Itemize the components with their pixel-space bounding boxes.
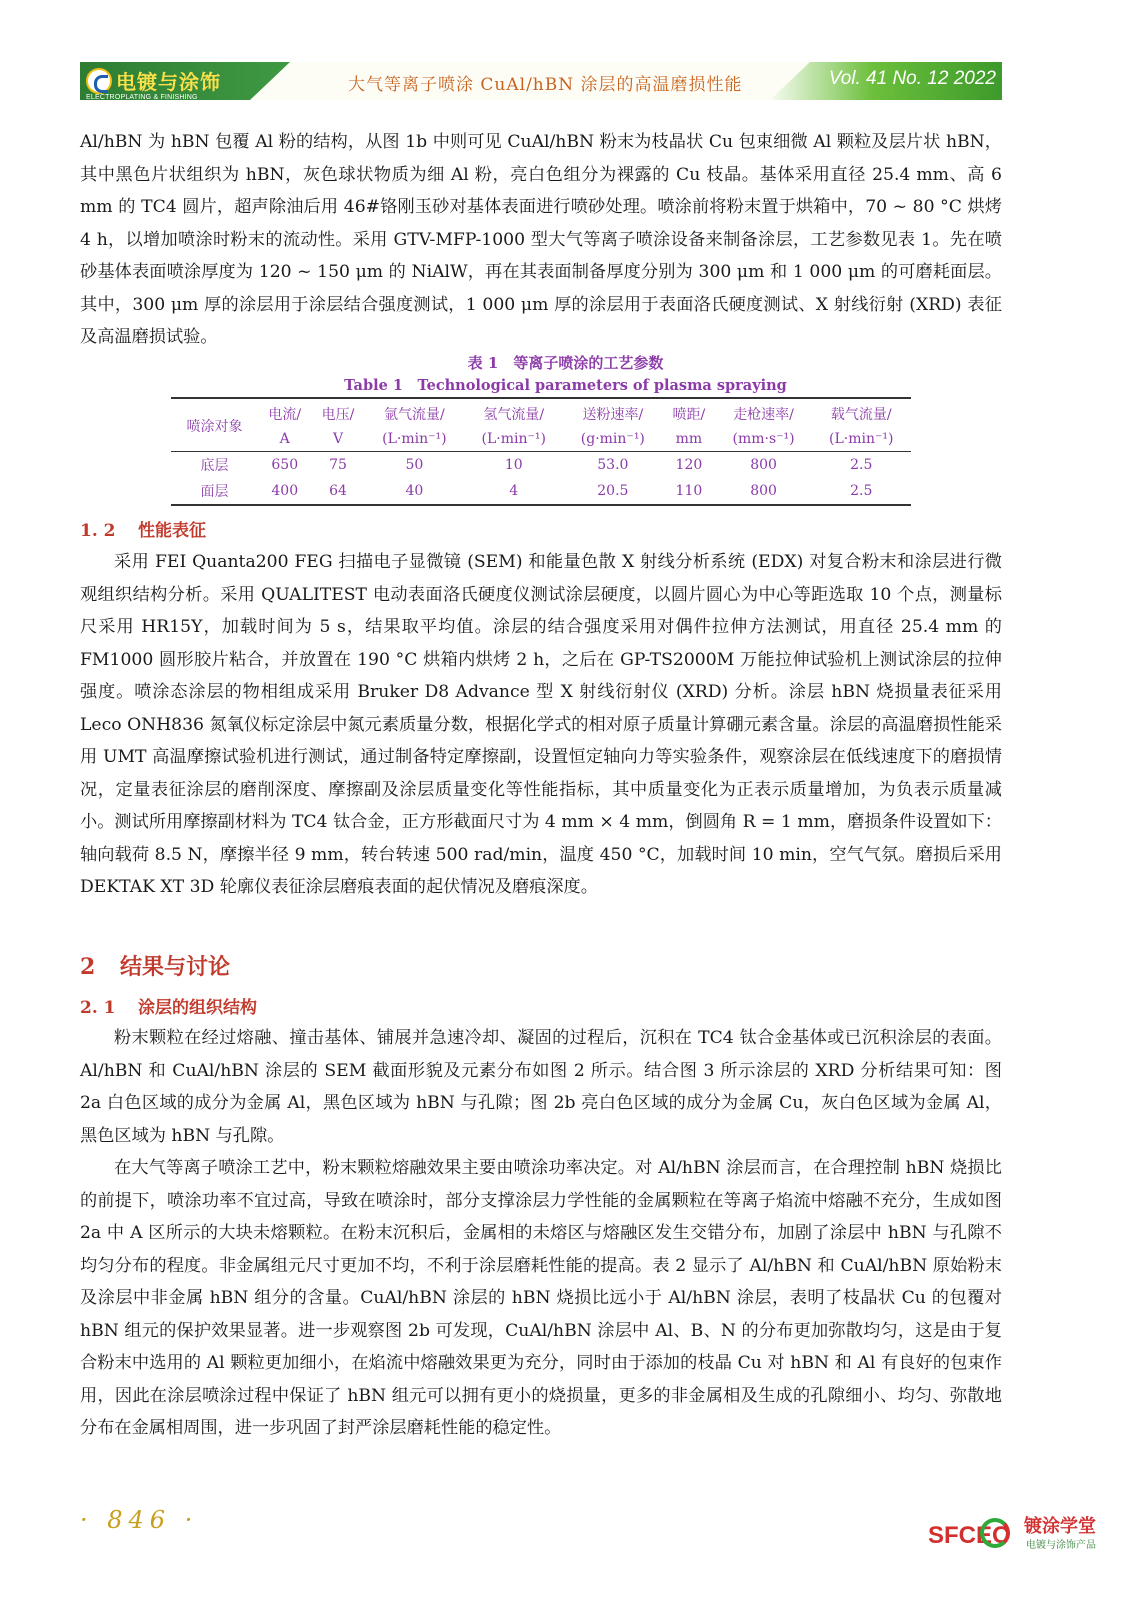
table-header-unit: V [332,431,344,447]
table-header-unit: A [279,431,290,447]
table-header-row [171,398,911,427]
logo-emblem-icon [86,68,112,94]
table-cell: 650 [271,457,299,473]
table-header-cell: 载气流量/ [830,407,892,423]
table-header-unit-row [171,427,911,452]
table-header-cell: 电流/ [268,407,302,423]
table-cell: 400 [271,483,299,499]
watermark-logo [928,1512,1108,1558]
section-number: 2. 1 [80,998,116,1018]
table-header-unit: (g·min⁻¹) [580,431,645,447]
table-cell: 50 [405,457,424,473]
table-cell: 面层 [200,484,229,500]
table-cell: 110 [675,483,703,499]
watermark-brand: SFCEO [928,1522,1011,1549]
section-title: 结果与讨论 [120,954,231,980]
watermark-chinese: 镀涂学堂 [1024,1516,1096,1537]
section-number: 1. 2 [80,521,116,541]
table-header-unit: (mm·s⁻¹) [732,431,795,447]
table-caption-cn: 表 1 等离子喷涂的工艺参数 [467,354,664,372]
table-cell: 800 [750,483,777,499]
section-heading-2-1 [80,993,257,1018]
table-header-cell: 氩气流量/ [384,407,445,423]
running-title: 大气等离子喷涂 CuAl/hBN 涂层的高温磨损性能 [348,75,743,95]
watermark-subtitle: 电镀与涂饰产品 [1026,1540,1096,1551]
paragraph-characterization: 采用 FEI Quanta200 FEG 扫描电子显微镜 (SEM) 和能量色散 X 射线分析系统 (EDX) 对复合粉末和涂层进行微观组织结构分析。采用 QUALITEST 电动表面洛氏硬度仪测试涂层硬度，以圆片圆心为中心等距选取 10 个点，测量标尺采用 HR15Y，加载时间为 5 s，结果取平均值。涂层的结合强度采用对偶件拉伸方法测试，用直径 25.4 mm 的 FM1000 圆形胶片粘合，并放置在 190 °C 烘箱内烘烤 2 h，之后在 GP-TS2000M 万能拉伸试验机上测试涂层的拉伸强度。喷涂态涂层的物相组成采用 Bruker D8 Advance 型 X 射线衍射仪 (XRD) 分析。涂层 hBN 烧损量表征采用 Leco ONH836 氮氧仪标定涂层中氮元素质量分数，根据化学式的相对原子质量计算硼元素含量。涂层的高温磨损性能采用 UMT 高温摩擦试验机进行测试，通过制备特定摩擦副，设置恒定轴向力等实验条件，观察涂层在低线速度下的磨损情况，定量表征涂层的磨削深度、摩擦副及涂层质量变化等性能指标，其中质量变化为正表示质量增加，为负表示质量减小。测试所用摩擦副材料为 TC4 钛合金，正方形截面尺寸为 4 mm × 4 mm，倒圆角 R = 1 mm，磨损条件设置如下：轴向载荷 8.5 N，摩擦半径 9 mm，转台转速 500 rad/min，温度 450 °C，加载时间 10 min，空气气氛。磨损后采用 DEKTAK XT 3D 轮廓仪表征涂层磨痕表面的起伏情况及磨痕深度。 [80,552,1002,897]
table-cell: 2.5 [850,457,873,473]
section-heading-2 [80,950,230,981]
section-title: 性能表征 [138,521,206,541]
logo-chinese-name: 电镀与涂饰 [116,70,221,94]
table-header-cell: 电压/ [321,407,355,423]
table-cell: 2.5 [850,483,873,499]
paragraph-microstructure: 粉末颗粒在经过熔融、撞击基体、铺展并急速冷却、凝固的过程后，沉积在 TC4 钛合金基体或已沉积涂层的表面。Al/hBN 和 CuAl/hBN 涂层的 SEM 截面形貌及元素分布如图 2 所示。结合图 3 所示涂层的 XRD 分析结果可知：图 2a 白色区域的成分为金属 Al，黑色区域为 hBN 与孔隙；图 2b 亮白色区域的成分为金属 Cu，灰白色区域为金属 Al，黑色区域为 hBN 与孔隙。 [80,1028,1002,1146]
process-parameters-table [171,397,911,506]
table-header-cell: 喷涂对象 [186,419,243,435]
table-header-cell: 送粉速率/ [582,407,644,423]
logo-english-name: ELECTROPLATING & FINISHING [86,94,198,101]
table-header-unit: (L·min⁻¹) [829,431,894,447]
section-title: 涂层的组织结构 [138,998,257,1018]
table-row [171,478,911,505]
table-cell: 53.0 [597,457,629,473]
table-header-unit: (L·min⁻¹) [481,431,546,447]
table-cell: 40 [405,483,424,499]
table-header-unit: mm [675,431,703,447]
table-header-unit: (L·min⁻¹) [382,431,447,447]
table-cell: 800 [750,457,777,473]
section-heading-1-2 [80,516,206,541]
paragraph-materials: Al/hBN 为 hBN 包覆 Al 粉的结构，从图 1b 中则可见 CuAl/hBN 粉末为枝晶状 Cu 包束细微 Al 颗粒及层片状 hBN，其中黑色片状组织为 hBN，灰色球状物质为细 Al 粉，亮白色组分为裸露的 Cu 枝晶。基体采用直径 25.4 mm、高 6 mm 的 TC4 圆片，超声除油后用 46#铬刚玉砂对基体表面进行喷砂处理。喷涂前将粉末置于烘箱中，70 ~ 80 °C 烘烤 4 h，以增加喷涂时粉末的流动性。采用 GTV-MFP-1000 型大气等离子喷涂设备来制备涂层，工艺参数见表 1。先在喷砂基体表面喷涂厚度为 120 ~ 150 μm 的 NiAlW，再在其表面制备厚度分别为 300 μm 和 1 000 μm 的可磨耗面层。其中，300 μm 厚的涂层用于涂层结合强度测试，1 000 μm 厚的涂层用于表面洛氏硬度测试、X 射线衍射 (XRD) 表征及高温磨损试验。 [80,132,1002,347]
table-cell: 底层 [200,458,229,474]
section-number: 2 [80,954,96,980]
table-cell: 4 [509,483,519,499]
table-cell: 10 [504,457,523,473]
table-cell: 64 [329,483,347,499]
journal-logo [86,66,246,101]
table-row [171,452,911,479]
watermark-ring-icon [980,1518,1010,1548]
page-number: · 846 · [80,1506,199,1534]
volume-issue: Vol. 41 No. 12 2022 [828,68,996,89]
table-caption-en: Table 1 Technological parameters of plasma spraying [344,377,787,394]
table-header-cell: 走枪速率/ [733,407,794,423]
table-cell: 75 [329,457,347,473]
paragraph-discussion: 在大气等离子喷涂工艺中，粉末颗粒熔融效果主要由喷涂功率决定。对 Al/hBN 涂层而言，在合理控制 hBN 烧损比的前提下，喷涂功率不宜过高，导致在喷涂时，部分支撑涂层力学性能的金属颗粒在等离子焰流中熔融不充分，生成如图 2a 中 A 区所示的大块未熔颗粒。在粉末沉积后，金属相的未熔区与熔融区发生交错分布，加剧了涂层中 hBN 与孔隙不均匀分布的程度。非金属组元尺寸更加不均，不利于涂层磨耗性能的提高。表 2 显示了 Al/hBN 和 CuAl/hBN 原始粉末及涂层中非金属 hBN 组分的含量。CuAl/hBN 涂层的 hBN 烧损比远小于 Al/hBN 涂层，表明了枝晶状 Cu 的包覆对 hBN 组元的保护效果显著。进一步观察图 2b 可发现，CuAl/hBN 涂层中 Al、B、N 的分布更加弥散均匀，这是由于复合粉末中选用的 Al 颗粒更加细小，在焰流中熔融效果更为充分，同时由于添加的枝晶 Cu 对 hBN 和 Al 有良好的包束作用，因此在涂层喷涂过程中保证了 hBN 组元可以拥有更小的烧损量，更多的非金属相及生成的孔隙细小、均匀、弥散地分布在金属相周围，进一步巩固了封严涂层磨耗性能的稳定性。 [80,1158,1002,1438]
journal-header [80,62,1002,100]
table-header-cell: 氢气流量/ [483,407,545,423]
table-cell: 20.5 [597,483,629,499]
table-cell: 120 [675,457,703,473]
table-header-cell: 喷距/ [672,407,706,423]
